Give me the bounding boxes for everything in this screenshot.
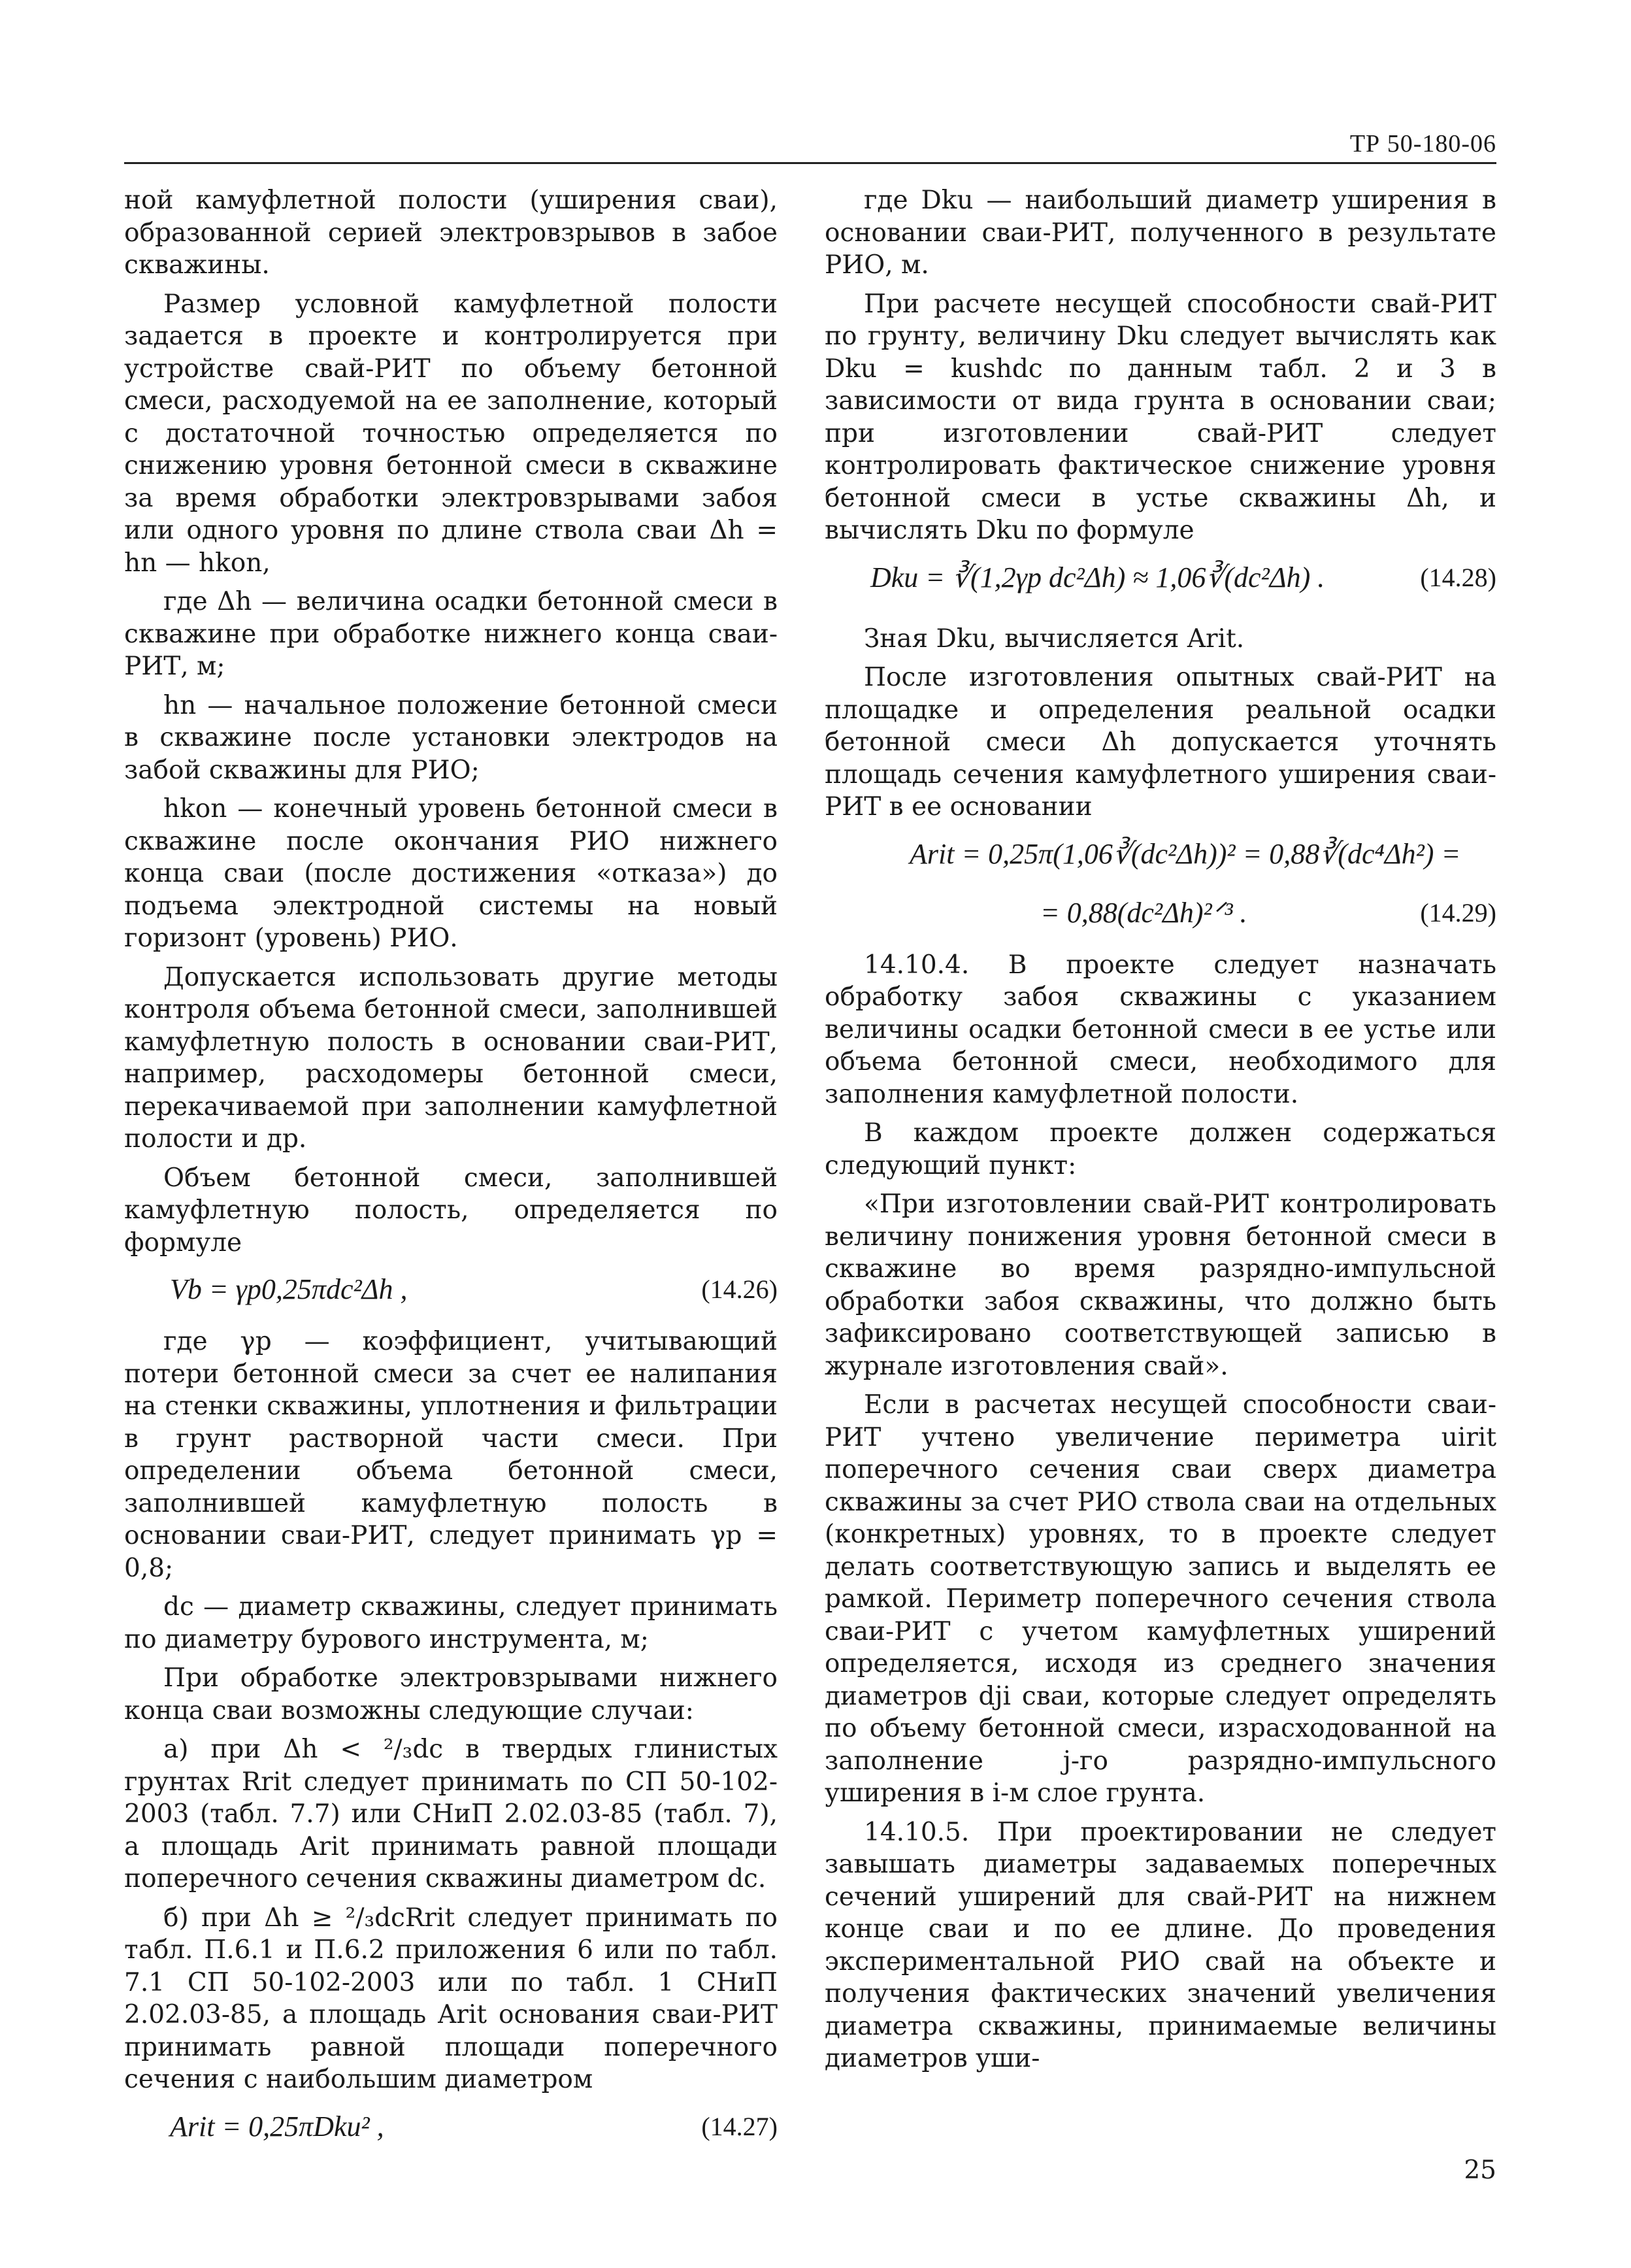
paragraph: Зная Dku, вычисляется Arit.: [864, 624, 1245, 654]
formula-expression: Dku = ∛(1,2γp dc²Δh) ≈ 1,06∛(dc²Δh) .: [870, 561, 1325, 593]
formula-14-26: [124, 1273, 778, 1311]
formula-expression: Vb = γp0,25πdc²Δh ,: [170, 1273, 408, 1305]
paragraph: «При изготовлении свай-РИТ контролировать величину понижения уровня бетонной смеси в скважине во время разрядно-импульсной обработки забоя скважины, что должно быть зафиксировано соответствующей записью в журнале изготовления свай».: [825, 1190, 1496, 1381]
paragraph: Если в расчетах несущей способности сваи-РИТ учтено увеличение периметра uirit поперечного сечения сваи сверх диаметра скважины за счет РИО ствола сваи на отдельных (конкретных) уровнях, то в проекте следует делать соответствующую запись и выделять ее рамкой. Периметр поперечного сечения ствола сваи-РИТ с учетом камуфлетных уширений определяется, исходя из среднего значения диаметров dji сваи, которые следует определять по объему бетонной смеси, израсходованной на заполнение j-го разрядно-импульсного уширения в i-м слое грунта.: [825, 1390, 1496, 1808]
formula-number: (14.27): [701, 2111, 778, 2141]
formula-expression: Arit = 0,25πDku² ,: [170, 2110, 384, 2143]
page-number: 25: [1464, 2156, 1496, 2185]
paragraph: 14.10.4. В проекте следует назначать обработку забоя скважины с указанием величины осадки бетонной смеси в ее устье или объема бетонной смеси, необходимого для заполнения камуфлетной полости.: [825, 950, 1496, 1109]
paragraph: При обработке электровзрывами нижнего конца сваи возможны следующие случаи:: [124, 1663, 778, 1726]
paragraph: а) при Δh < ²/₃dc в твердых глинистых грунтах Rrit следует принимать по СП 50-102-2003 (табл. 7.7) или СНиП 2.02.03-85 (табл. 7), а площадь Arit принимать равной площади поперечного сечения скважины диаметром dc.: [124, 1735, 778, 1893]
left-column: [124, 184, 778, 2163]
formula-number: (14.29): [1420, 897, 1496, 927]
formula-14-28: [825, 561, 1496, 609]
paragraph: ной камуфлетной полости (уширения сваи), образованной серией электровзрывов в забое скважины.: [124, 186, 778, 280]
paragraph: hn — начальное положение бетонной смеси в скважине после установки электродов на забой скважины для РИО;: [124, 690, 778, 785]
paragraph: После изготовления опытных свай-РИТ на площадке и определения реальной осадки бетонной смеси Δh допускается уточнять площадь сечения камуфлетного уширения сваи-РИТ в ее основании: [825, 663, 1496, 822]
paragraph: hkon — конечный уровень бетонной смеси в скважине после окончания РИО нижнего конца сваи (после достижения «отказа») до подъема электродной системы на новый горизонт (уровень) РИО.: [124, 794, 778, 953]
paragraph: Размер условной камуфлетной полости задается в проекте и контролируется при устройстве свай-РИТ по объему бетонной смеси, расходуемой на ее заполнение, который с достаточной точностью определяется по снижению уровня бетонной смеси в скважине за время обработки электровзрывами забоя или одного уровня по длине ствола сваи Δh = hn — hkon,: [124, 289, 778, 578]
formula-14-27: [124, 2110, 778, 2148]
right-column: [825, 184, 1496, 2082]
document-code: ТР 50-180-06: [1349, 130, 1496, 158]
formula-number: (14.26): [701, 1275, 778, 1304]
formula-expression: Arit = 0,25π(1,06∛(dc²Δh))² = 0,88∛(dc⁴Δh²) =: [910, 837, 1461, 870]
formula-expression: = 0,88(dc²Δh)²ᐟ³ .: [1040, 896, 1247, 929]
page-header: [124, 128, 1496, 164]
paragraph: 14.10.5. При проектировании не следует завышать диаметры задаваемых поперечных сечений уширений для свай-РИТ на нижнем конце сваи и по ее длине. До проведения экспериментальной РИО свай на объекте и получения фактических значений увеличения диаметра скважины, принимаемые величины диаметров уши-: [825, 1817, 1496, 2073]
paragraph: Допускается использовать другие методы контроля объема бетонной смеси, заполнившей камуфлетную полость в основании сваи-РИТ, например, расходомеры бетонной смеси, перекачиваемой при заполнении камуфлетной полости и др.: [124, 962, 778, 1154]
paragraph: где Δh — величина осадки бетонной смеси в скважине при обработке нижнего конца сваи-РИТ, м;: [124, 587, 778, 681]
paragraph: dc — диаметр скважины, следует принимать по диаметру бурового инструмента, м;: [124, 1592, 778, 1654]
paragraph: В каждом проекте должен содержаться следующий пункт:: [825, 1118, 1496, 1180]
paragraph: где γp — коэффициент, учитывающий потери бетонной смеси за счет ее налипания на стенки скважины, уплотнения и фильтрации в грунт растворной части смеси. При определении объема бетонной смеси, заполнившей камуфлетную полость в основании сваи-РИТ, следует принимать γp = 0,8;: [124, 1327, 778, 1583]
formula-14-29-line2: [825, 897, 1496, 935]
formula-number: (14.28): [1420, 562, 1496, 592]
paragraph: Объем бетонной смеси, заполнившей камуфлетную полость, определяется по формуле: [124, 1163, 778, 1258]
formula-14-29-line1: [825, 838, 1496, 882]
paragraph: б) при Δh ≥ ²/₃dcRrit следует принимать по табл. П.6.1 и П.6.2 приложения 6 или по табл. 7.1 СП 50-102-2003 или по табл. 1 СНиП 2.02.03-85, а площадь Arit основания сваи-РИТ принимать равной площади поперечного сечения с наибольшим диаметром: [124, 1903, 778, 2094]
paragraph: При расчете несущей способности свай-РИТ по грунту, величину Dku следует вычислять как Dku = kushdc по данным табл. 2 и 3 в зависимости от вида грунта в основании сваи; при изготовлении свай-РИТ следует контролировать фактическое снижение уровня бетонной смеси в устье скважины Δh, и вычислять Dku по формуле: [825, 289, 1496, 545]
paragraph: где Dku — наибольший диаметр уширения в основании сваи-РИТ, полученного в результате РИО, м.: [825, 186, 1496, 280]
